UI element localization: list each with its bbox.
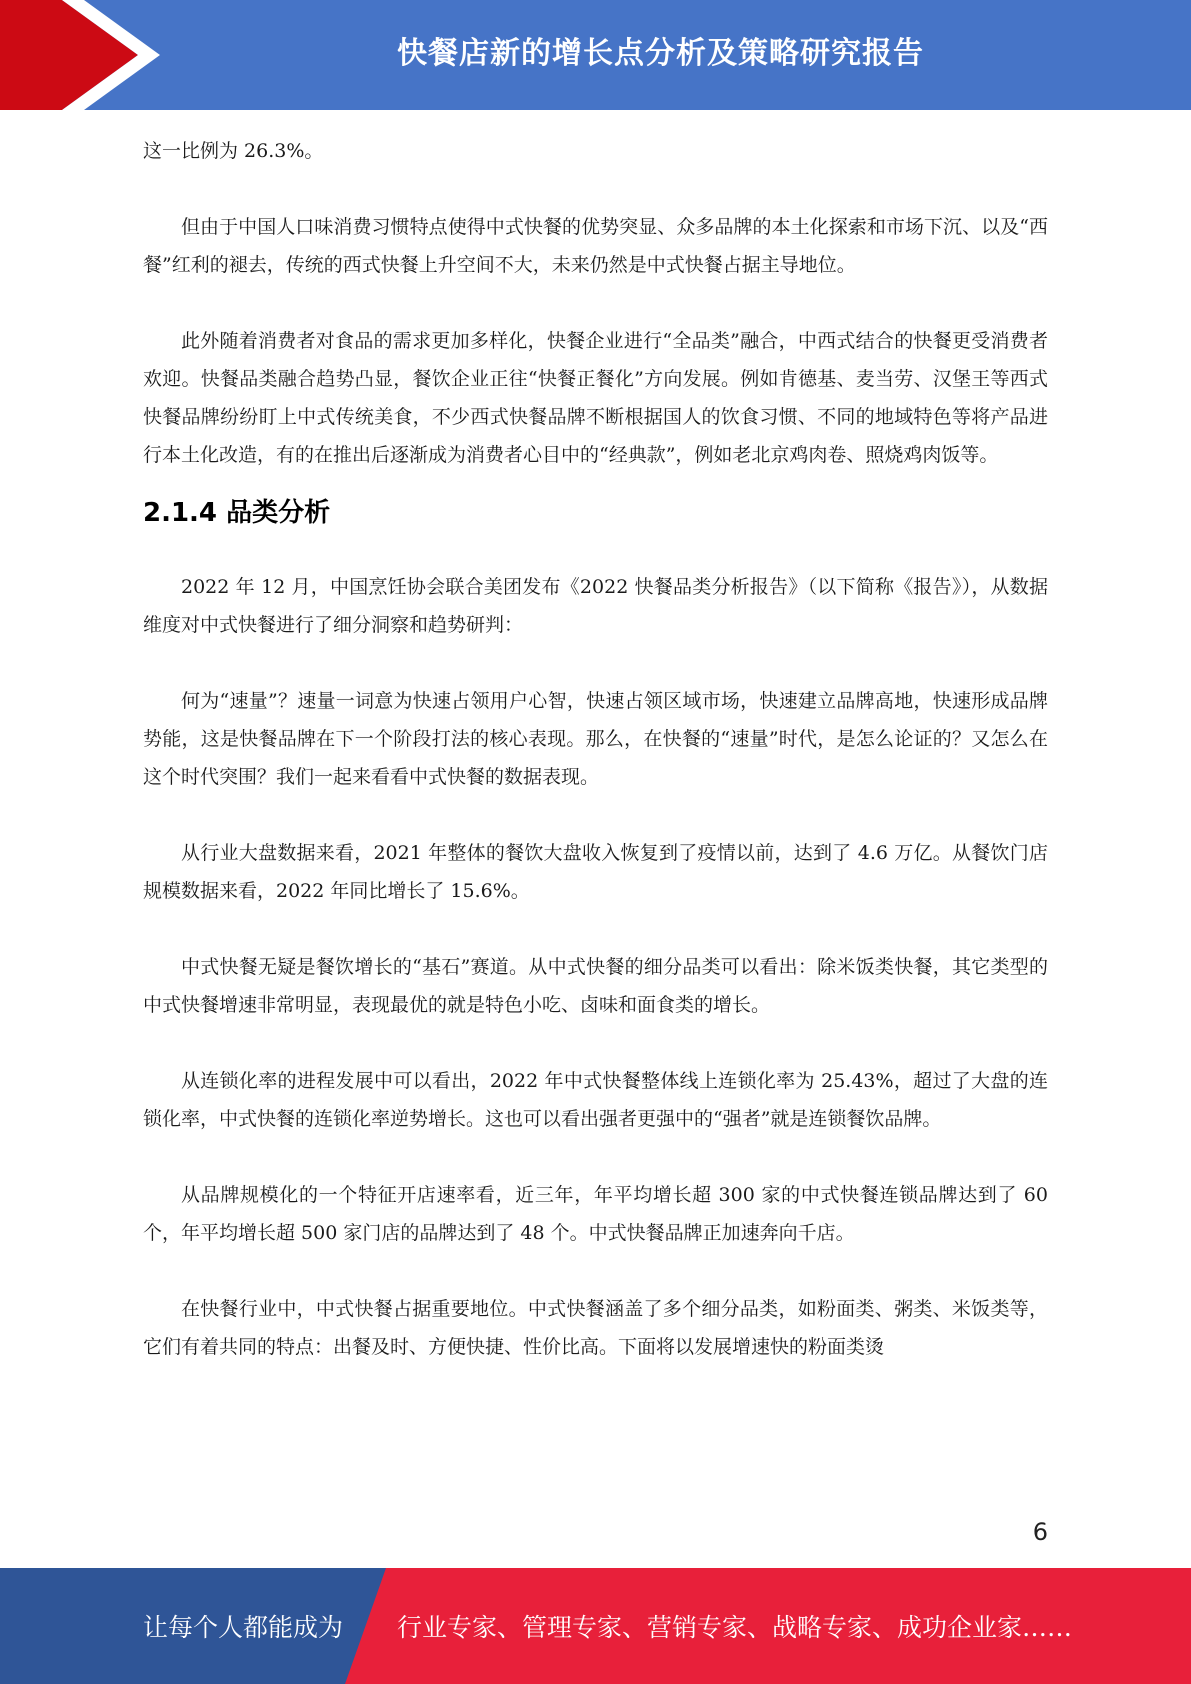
- document-body: [143, 132, 1048, 1404]
- footer-slogan-left: 让每个人都能成为: [143, 1613, 344, 1642]
- section-heading: 2.1.4 品类分析: [143, 498, 331, 528]
- page-number: 6: [1032, 1518, 1048, 1546]
- paragraph: 2022 年 12 月，中国烹饪协会联合美团发布《2022 快餐品类分析报告》（以下简称《报告》），从数据维度对中式快餐进行了细分洞察和趋势研判：: [143, 576, 1048, 636]
- report-title: 快餐店新的增长点分析及策略研究报告: [397, 36, 924, 71]
- paragraph: 从连锁化率的进程发展中可以看出，2022 年中式快餐整体线上连锁化率为 25.43%，超过了大盘的连锁化率，中式快餐的连锁化率逆势增长。这也可以看出强者更强中的“强者”就是连锁餐饮品牌。: [143, 1070, 1048, 1130]
- page-header: [0, 0, 1191, 110]
- footer-slogan-right: 行业专家、管理专家、营销专家、战略专家、成功企业家……: [397, 1613, 1073, 1642]
- paragraph: 在快餐行业中，中式快餐占据重要地位。中式快餐涵盖了多个细分品类，如粉面类、粥类、米饭类等，它们有着共同的特点：出餐及时、方便快捷、性价比高。下面将以发展增速快的粉面类烫: [143, 1298, 1048, 1358]
- paragraph: 何为“速量”？速量一词意为快速占领用户心智，快速占领区域市场，快速建立品牌高地，快速形成品牌势能，这是快餐品牌在下一个阶段打法的核心表现。那么，在快餐的“速量”时代，是怎么论证的？又怎么在这个时代突围？我们一起来看看中式快餐的数据表现。: [143, 690, 1048, 788]
- paragraph: 从品牌规模化的一个特征开店速率看，近三年，年平均增长超 300 家的中式快餐连锁品牌达到了 60 个，年平均增长超 500 家门店的品牌达到了 48 个。中式快餐品牌正加速奔向千店。: [143, 1184, 1048, 1244]
- paragraph: 这一比例为 26.3%。: [143, 140, 324, 162]
- paragraph: 从行业大盘数据来看，2021 年整体的餐饮大盘收入恢复到了疫情以前，达到了 4.6 万亿。从餐饮门店规模数据来看，2022 年同比增长了 15.6%。: [143, 842, 1048, 902]
- paragraph: 此外随着消费者对食品的需求更加多样化，快餐企业进行“全品类”融合，中西式结合的快餐更受消费者欢迎。快餐品类融合趋势凸显，餐饮企业正往“快餐正餐化”方向发展。例如肯德基、麦当劳、汉堡王等西式快餐品牌纷纷盯上中式传统美食，不少西式快餐品牌不断根据国人的饮食习惯、不同的地域特色等将产品进行本土化改造，有的在推出后逐渐成为消费者心目中的“经典款”，例如老北京鸡肉卷、照烧鸡肉饭等。: [143, 330, 1048, 466]
- paragraph: 中式快餐无疑是餐饮增长的“基石”赛道。从中式快餐的细分品类可以看出：除米饭类快餐，其它类型的中式快餐增速非常明显，表现最优的就是特色小吃、卤味和面食类的增长。: [143, 956, 1048, 1016]
- paragraph: 但由于中国人口味消费习惯特点使得中式快餐的优势突显、众多品牌的本土化探索和市场下沉、以及“西餐”红利的褪去，传统的西式快餐上升空间不大，未来仍然是中式快餐占据主导地位。: [143, 216, 1048, 276]
- page-footer: [0, 1568, 1191, 1684]
